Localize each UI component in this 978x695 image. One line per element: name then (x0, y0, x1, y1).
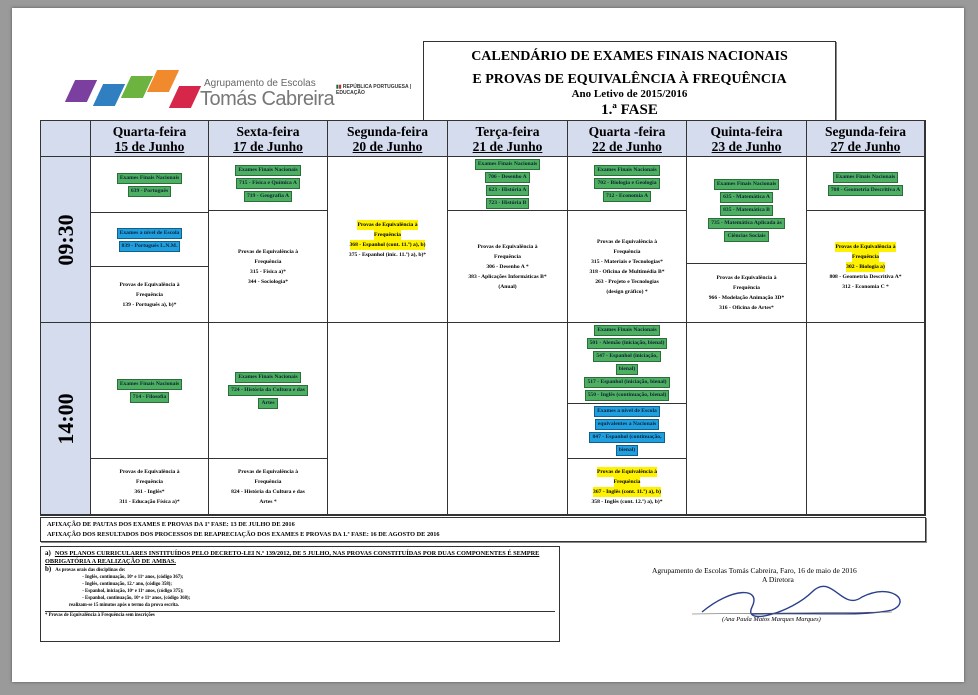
national-exam-cell (91, 157, 209, 213)
exam-line: 306 - Desenho A * (486, 263, 529, 270)
exam-line: 358 - Inglês (cont. 12.º) a), b)* (591, 498, 663, 505)
exam-line: (design gráfico) * (606, 288, 648, 295)
empty-cell (807, 323, 925, 515)
exam-line: Provas de Equivalência à (477, 243, 538, 250)
exam-line: 550 - Inglês (continuação, bienal) (585, 390, 670, 401)
equivalence-exam-cell (209, 211, 328, 323)
exam-line: Exames Finais Nacionais (235, 372, 300, 383)
exam-line: Frequência (254, 478, 282, 485)
exam-line: Provas de Equivalência à (716, 275, 777, 281)
exam-line: 315 - Física a)* (250, 268, 286, 275)
exam-line: Frequência (852, 253, 879, 260)
exam-line: Provas de Equivalência à (119, 281, 180, 288)
date: 17 de Junho (233, 139, 303, 154)
equivalence-exam-cell (448, 211, 568, 323)
note-a: NOS PLANOS CURRICULARES INSTITUÍDOS PELO DECRETO-LEI N.º 139/2012, DE 5 JULHO, NAS PROVAS CONSTITUÍDAS POR DUAS COMPONENTES É SEMPRE OBRIGATÓRIA A REALIZAÇÃO DE AMBAS. (45, 550, 540, 565)
notes-box: a) NOS PLANOS CURRICULARES INSTITUÍDOS PELO DECRETO-LEI N.º 139/2012, DE 5 JULHO, NAS PROVAS CONSTITUÍDAS POR DUAS COMPONENTES É SEMPRE OBRIGATÓRIA A REALIZAÇÃO DE AMBAS. b) As provas orais das disciplinas de: - Inglês, continuação, 10º e 11º anos, (código 367); - Inglês, continuação, 12.º ano, (código 358); - Espanhol, iniciação, 10º e 11º anos, (código 375); - Espanhol, continuação, 10º e 11º anos, (código 368); realizam-se 15 minutos após o termo da prova escrita. * Provas de Equivalência à Frequência sem inscrições (40, 546, 560, 642)
exam-line: 735 - Matemática Aplicada às (708, 218, 785, 229)
exam-line: 315 - Materiais e Tecnologias* (591, 258, 663, 265)
exam-line: Provas de Equivalência à (237, 468, 299, 475)
exam-line: Exames Finais Nacionais (117, 379, 182, 390)
exam-line: 966 - Modelação Animação 3D* (708, 295, 785, 301)
exam-line: 375 - Espanhol (inic. 11.º) a), b)* (348, 251, 427, 258)
note-b-item: - Inglês, continuação, 10º e 11º anos, (código 367); (85, 574, 555, 581)
national-exam-cell (687, 157, 807, 264)
dates-box (40, 517, 926, 542)
exam-line: 312 - Economia C * (842, 283, 889, 290)
title-box (423, 41, 836, 124)
day-header (687, 121, 807, 157)
date: 20 de Junho (352, 139, 423, 154)
exam-line: 639 - Português (128, 186, 171, 197)
exam-line: 808 - Geometria Descritiva A* (829, 273, 902, 280)
exam-line: 706 - Desenho A (485, 172, 529, 183)
exam-line: Artes * (259, 498, 277, 505)
footnote: * Provas de Equivalência à Frequência sem inscrições (45, 611, 555, 619)
note-b-item: - Inglês, continuação, 12.º ano, (código 358); (85, 581, 555, 588)
exam-line: 517 - Espanhol (iniciação, bienal) (584, 377, 669, 388)
time-slot-morning: 09:30 (41, 157, 91, 323)
exam-line: equivalentes a Nacionais (595, 419, 659, 430)
document-page (12, 8, 964, 682)
day-header (568, 121, 687, 157)
weekday: Terça-feira (475, 124, 540, 139)
exam-line: 383 - Aplicações Informáticas B* (468, 273, 547, 280)
school-year: Ano Letivo de 2015/2016 (571, 88, 688, 100)
date: 23 de Junho (711, 139, 782, 154)
exam-line: 847 - Espanhol (continuação, (589, 432, 664, 443)
weekday: Quarta-feira (112, 124, 187, 139)
date: 27 de Junho (830, 139, 901, 154)
exam-line: Frequência (494, 253, 521, 260)
equivalence-exam-cell (568, 211, 687, 323)
grades-posting-date: AFIXAÇÃO DE PAUTAS DOS EXAMES E PROVAS DA 1ª FASE: 13 DE JULHO DE 2016 (47, 521, 295, 528)
exam-line: Frequência (733, 285, 760, 291)
exam-line: 302 - Biologia a) (846, 263, 885, 270)
national-exam-cell (91, 323, 209, 459)
exam-line: 367 - Inglês (cont. 11.º) a), b) (593, 488, 661, 495)
weekday: Segunda-feira (825, 124, 906, 139)
exam-calendar-table (40, 120, 926, 516)
exam-line: 361 - Inglês* (134, 488, 165, 495)
exam-line: 139 - Português a), b)* (122, 301, 177, 308)
exam-line: 714 - Filosofia (130, 392, 170, 403)
exam-line: 318 - Oficina de Multimédia B* (589, 268, 665, 275)
weekday: Segunda-feira (347, 124, 428, 139)
note-b-item: - Espanhol, iniciação, 10º e 11º anos, (código 375); (85, 588, 555, 595)
time-slot-afternoon: 14:00 (41, 323, 91, 515)
exam-line: Frequência (136, 478, 163, 485)
exam-line: 547 - Espanhol (iniciação, (593, 351, 660, 362)
empty-cell (448, 323, 568, 515)
exam-line: Exames Finais Nacionais (594, 325, 659, 336)
weekday: Quarta -feira (588, 124, 666, 139)
exam-line: Provas de Equivalência à (596, 238, 658, 245)
national-exam-cell (568, 157, 687, 211)
phase: 1.ª FASE (601, 102, 658, 118)
empty-cell (687, 323, 807, 515)
exam-line: 368 - Espanhol (cont. 11.º) a), b) (349, 241, 426, 248)
exam-line: bienal) (616, 364, 638, 375)
subtitle: E PROVAS DE EQUIVALÊNCIA À FREQUÊNCIA (472, 72, 787, 87)
exam-line: 344 - Sociologia* (247, 278, 289, 285)
republic-logo: ▮▮ REPÚBLICA PORTUGUESA | EDUCAÇÃO (336, 84, 412, 96)
exam-line: Exames Finais Nacionais (833, 172, 898, 183)
equivalence-exam-cell (807, 211, 925, 323)
exam-line: 623 - História A (486, 185, 530, 196)
exam-line: Frequência (374, 231, 401, 238)
equivalence-exam-cell (568, 459, 687, 515)
exam-line: 824 - História da Cultura e das (231, 488, 305, 495)
exam-line: Frequência (136, 291, 163, 298)
equivalence-exam-cell (328, 157, 448, 323)
date: 22 de Junho (592, 139, 662, 154)
exam-line: 839 - Português L.N.M. (119, 241, 181, 252)
exam-line: (Anual) (498, 283, 517, 290)
title: CALENDÁRIO DE EXAMES FINAIS NACIONAIS (471, 49, 788, 64)
exam-line: Frequência (254, 258, 282, 265)
exam-line: Artes (258, 398, 277, 409)
exam-line: 501 - Alemão (iniciação, bienal) (587, 338, 668, 349)
note-b: As provas orais das disciplinas de: (55, 568, 126, 573)
school-exam-cell (91, 213, 209, 267)
equivalence-exam-cell (91, 459, 209, 515)
exam-line: Exames a nível de Escola (117, 228, 183, 239)
exam-line: 724 - História da Cultura e das (228, 385, 308, 396)
exam-line: 635 - Matemática A (720, 192, 773, 203)
empty-cell (328, 323, 448, 515)
exam-line: Provas de Equivalência à (596, 468, 658, 475)
equivalence-exam-cell (209, 459, 328, 515)
exam-line: Provas de Equivalência à (119, 468, 180, 475)
exam-line: Exames Finais Nacionais (475, 159, 540, 170)
exam-line: 311 - Educação Física a)* (119, 498, 180, 505)
national-exam-cell (807, 157, 925, 211)
note-b-item: - Espanhol, continuação, 10º e 11º anos, (código 368); (85, 595, 555, 602)
exam-line: Exames Finais Nacionais (117, 173, 182, 184)
exam-line: 712 - Economia A (603, 191, 651, 202)
national-exam-cell (209, 323, 328, 459)
exam-line: bienal) (616, 445, 638, 456)
exam-line: 316 - Oficina de Artes* (719, 305, 774, 311)
exam-line: Frequência (613, 478, 641, 485)
school-exam-cell (568, 404, 687, 459)
exam-line: 702 - Biologia e Geologia (594, 178, 659, 189)
exam-line: Exames a nível de Escola (594, 406, 660, 417)
exam-line: Provas de Equivalência à (357, 221, 418, 228)
equivalence-exam-cell (91, 267, 209, 323)
signature-block: Agrupamento de Escolas Tomás Cabreira, Faro, 16 de maio de 2016 A Diretora (Ana Paula Matos Marques Marques) (652, 566, 942, 646)
national-exam-cell (568, 323, 687, 404)
exam-line: 715 - Física e Química A (236, 178, 300, 189)
day-header (328, 121, 448, 157)
exam-line: Exames Finais Nacionais (594, 165, 659, 176)
date: 21 de Junho (472, 139, 543, 154)
date: 15 de Junho (114, 139, 185, 154)
equivalence-exam-cell (687, 264, 807, 323)
day-header (209, 121, 328, 157)
exam-line: Frequência (613, 248, 641, 255)
exam-line: Exames Finais Nacionais (235, 165, 300, 176)
national-exam-cell (448, 157, 568, 211)
exam-line: 708 - Geometria Descritiva A (828, 185, 903, 196)
corner-cell (41, 121, 91, 157)
exam-line: Provas de Equivalência à (237, 248, 299, 255)
exam-line: Provas de Equivalência à (835, 243, 896, 250)
day-header (448, 121, 568, 157)
exam-line: 263 - Projeto e Tecnologias (595, 278, 659, 285)
day-header (91, 121, 209, 157)
exam-line: 719 - Geografia A (244, 191, 292, 202)
exam-line: 723 - História B (486, 198, 530, 209)
weekday: Sexta-feira (236, 124, 300, 139)
exam-line: 835 - Matemática B (720, 205, 773, 216)
review-results-date: AFIXAÇÃO DOS RESULTADOS DOS PROCESSOS DE REAPRECIAÇÃO DOS EXAMES E PROVAS DA 1.ª FASE: 16 DE AGOSTO DE 2016 (47, 531, 440, 538)
weekday: Quinta-feira (710, 124, 783, 139)
exam-line: Exames Finais Nacionais (714, 179, 779, 190)
exam-line: Ciências Sociais (724, 231, 768, 242)
school-logo: Agrupamento de Escolas Tomás Cabreira ▮▮ REPÚBLICA PORTUGUESA | EDUCAÇÃO (64, 72, 434, 116)
day-header (807, 121, 925, 157)
national-exam-cell (209, 157, 328, 211)
